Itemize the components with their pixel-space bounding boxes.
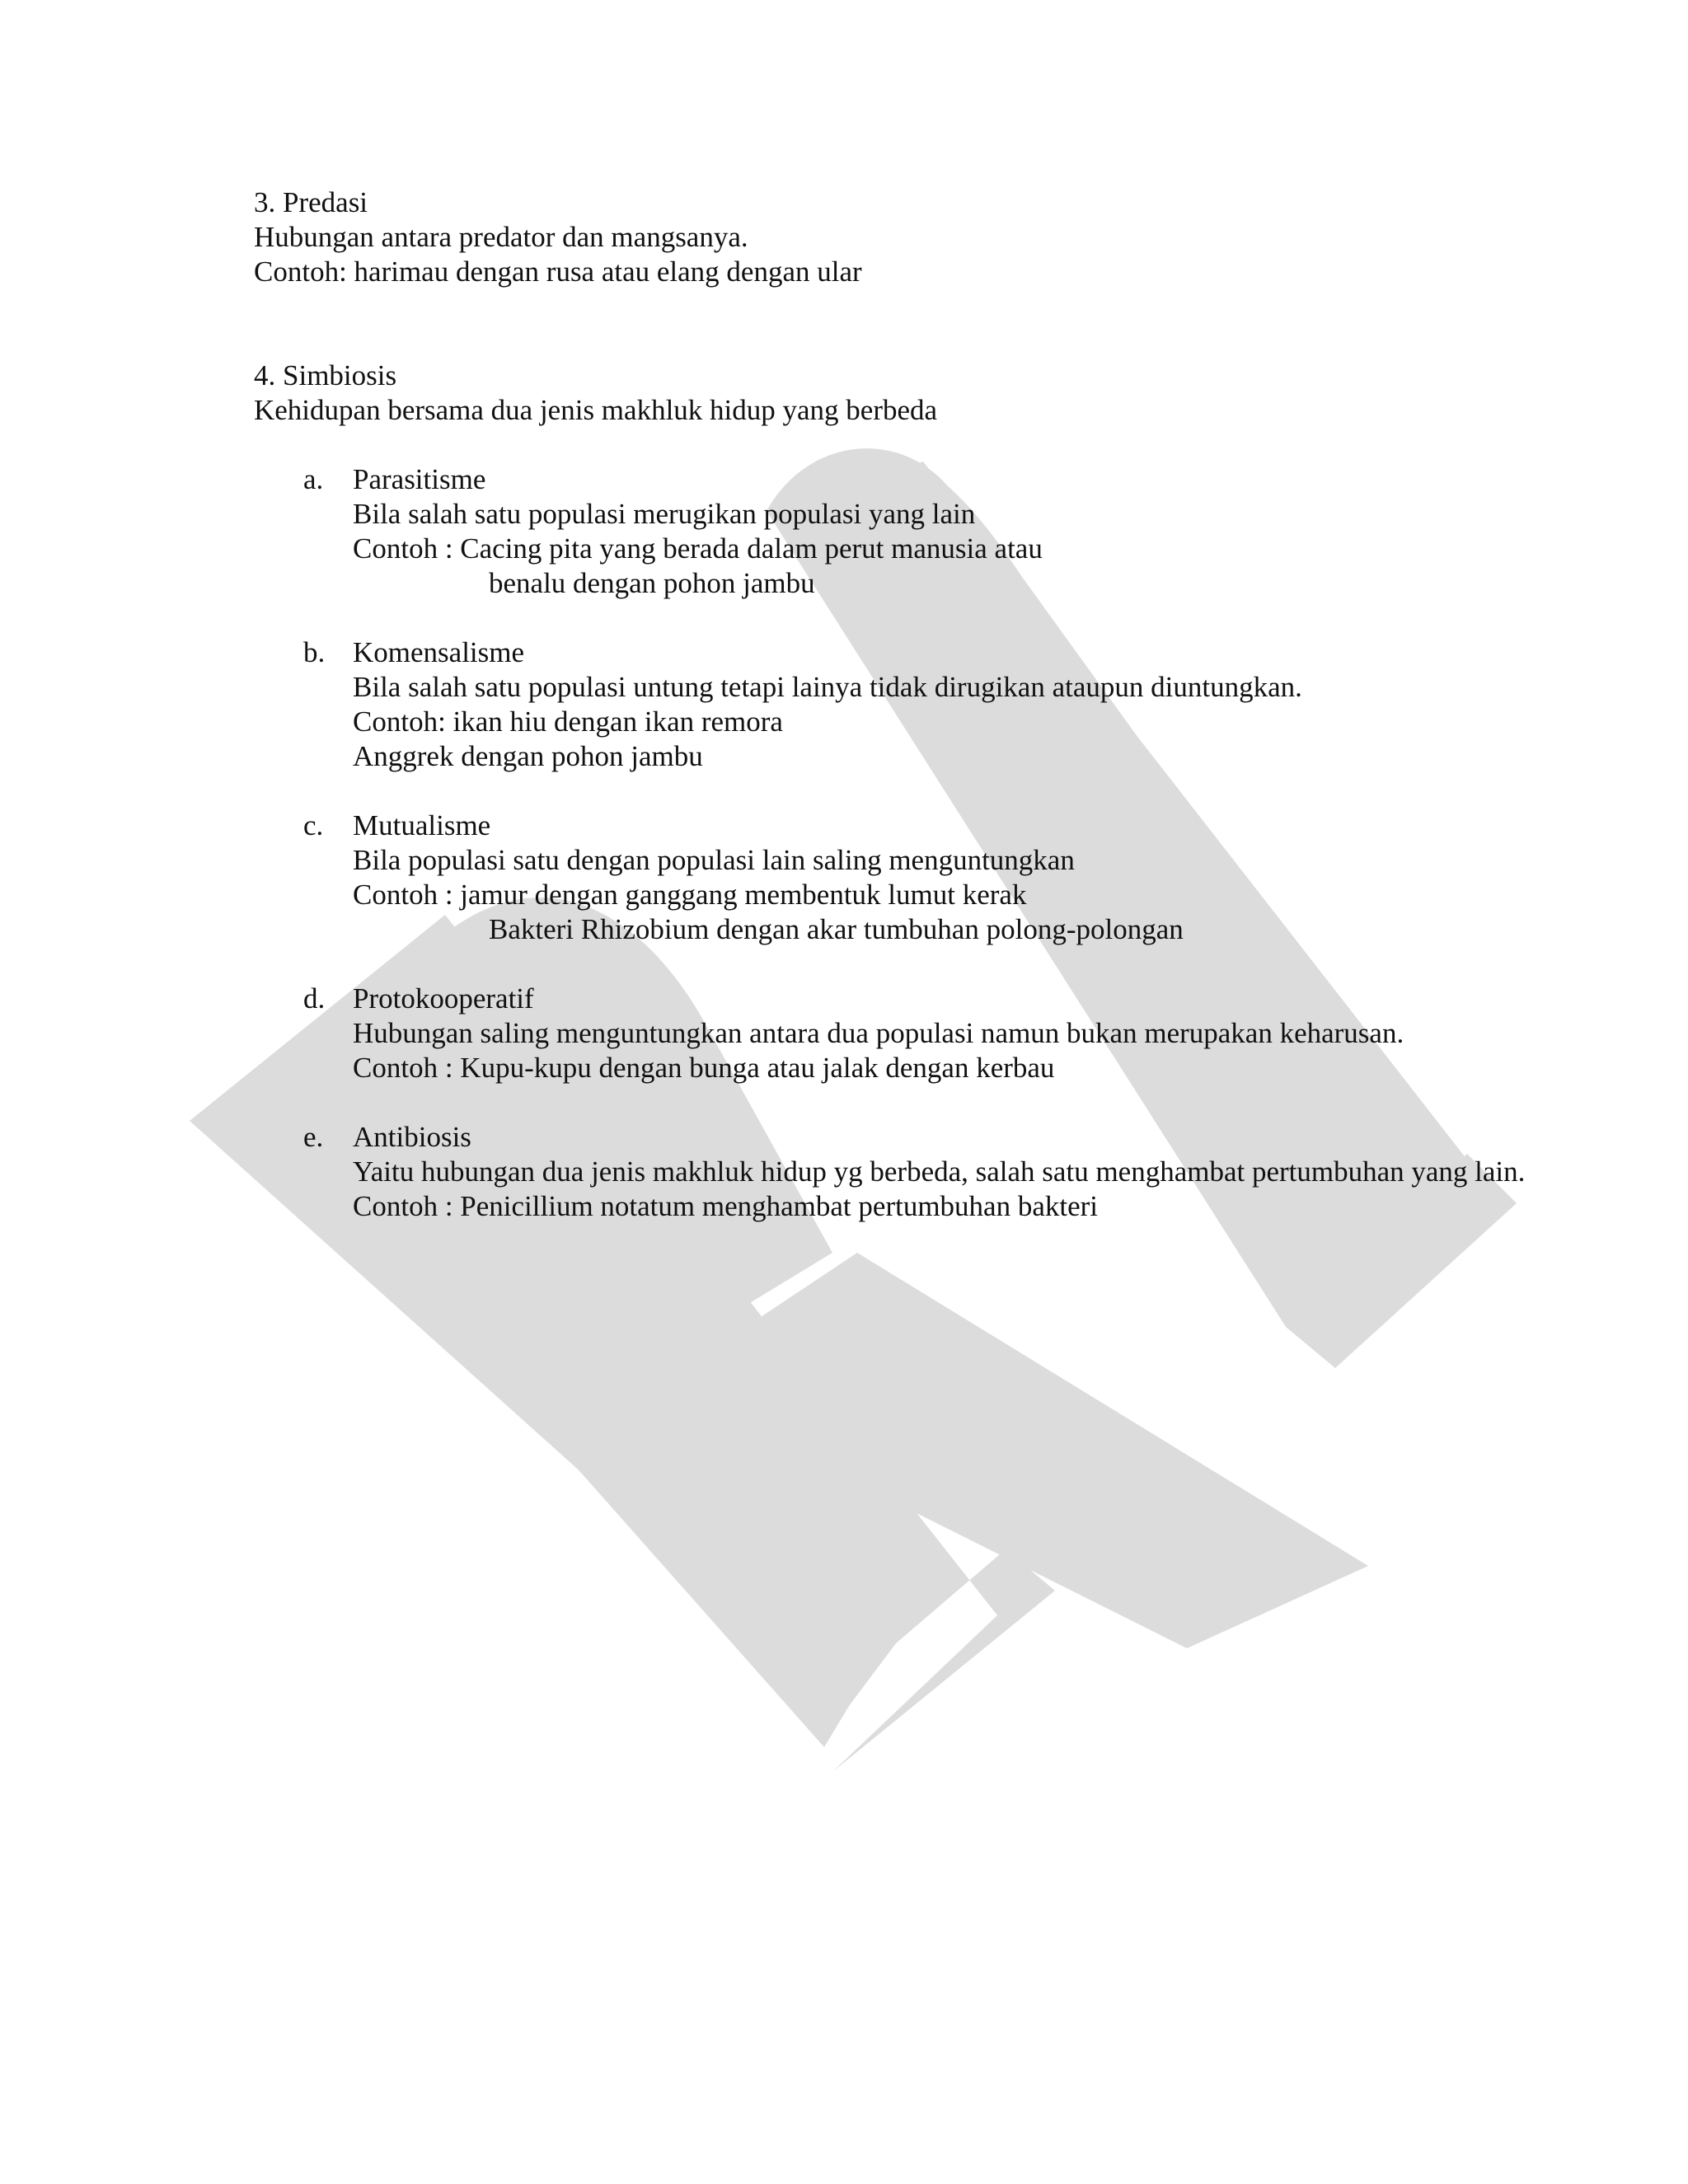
subsection-line: Bila salah satu populasi merugikan populasi yang lain [353,498,976,530]
section-definition: Hubungan antara predator dan mangsanya. [254,221,748,253]
subsection-komensalisme [254,635,1559,774]
section-heading: 3. Predasi [254,186,368,218]
subsection-line: Anggrek dengan pohon jambu [353,740,703,772]
subsection-line: Bila populasi satu dengan populasi lain saling menguntungkan [353,844,1075,876]
subsection-line: Bakteri Rhizobium dengan akar tumbuhan polong-polongan [489,913,1184,945]
subsection-title: Protokooperatif [353,982,534,1015]
subsection-line: Yaitu hubungan dua jenis makhluk hidup yg berbeda, salah satu menghambat pertumbuhan yang lain. [353,1155,1526,1188]
subsection-line: Contoh : Cacing pita yang berada dalam perut manusia atau [353,532,1043,565]
section-example: Contoh: harimau dengan rusa atau elang dengan ular [254,255,862,288]
subsection-line: Contoh : jamur dengan ganggang membentuk lumut kerak [353,879,1027,911]
list-marker: d. [303,982,326,1015]
list-marker: e. [303,1121,324,1153]
subsection-line: Hubungan saling menguntungkan antara dua populasi namun bukan merupakan keharusan. [353,1017,1404,1049]
subsection-line: benalu dengan pohon jambu [489,567,815,599]
list-marker: c. [303,809,324,841]
document-body [254,185,1559,1224]
section-simbiosis [254,359,1559,428]
subsection-line: Contoh : Kupu-kupu dengan bunga atau jalak dengan kerbau [353,1052,1055,1084]
subsection-title: Antibiosis [353,1121,471,1153]
section-predasi [254,185,1559,289]
subsection-parasitisme [254,462,1559,601]
subsection-title: Parasitisme [353,463,486,495]
subsection-protokooperatif [254,982,1559,1085]
subsection-title: Komensalisme [353,636,525,668]
subsection-line: Contoh: ikan hiu dengan ikan remora [353,705,783,738]
subsection-line: Contoh : Penicillium notatum menghambat pertumbuhan bakteri [353,1190,1099,1222]
subsection-title: Mutualisme [353,809,491,841]
section-heading: 4. Simbiosis [254,359,397,391]
subsection-line: Bila salah satu populasi untung tetapi lainya tidak dirugikan ataupun diuntungkan. [353,671,1302,703]
list-marker: a. [303,463,324,495]
list-marker: b. [303,636,326,668]
section-definition: Kehidupan bersama dua jenis makhluk hidup yang berbeda [254,394,938,426]
subsection-antibiosis [254,1120,1559,1224]
subsection-mutualisme [254,808,1559,947]
